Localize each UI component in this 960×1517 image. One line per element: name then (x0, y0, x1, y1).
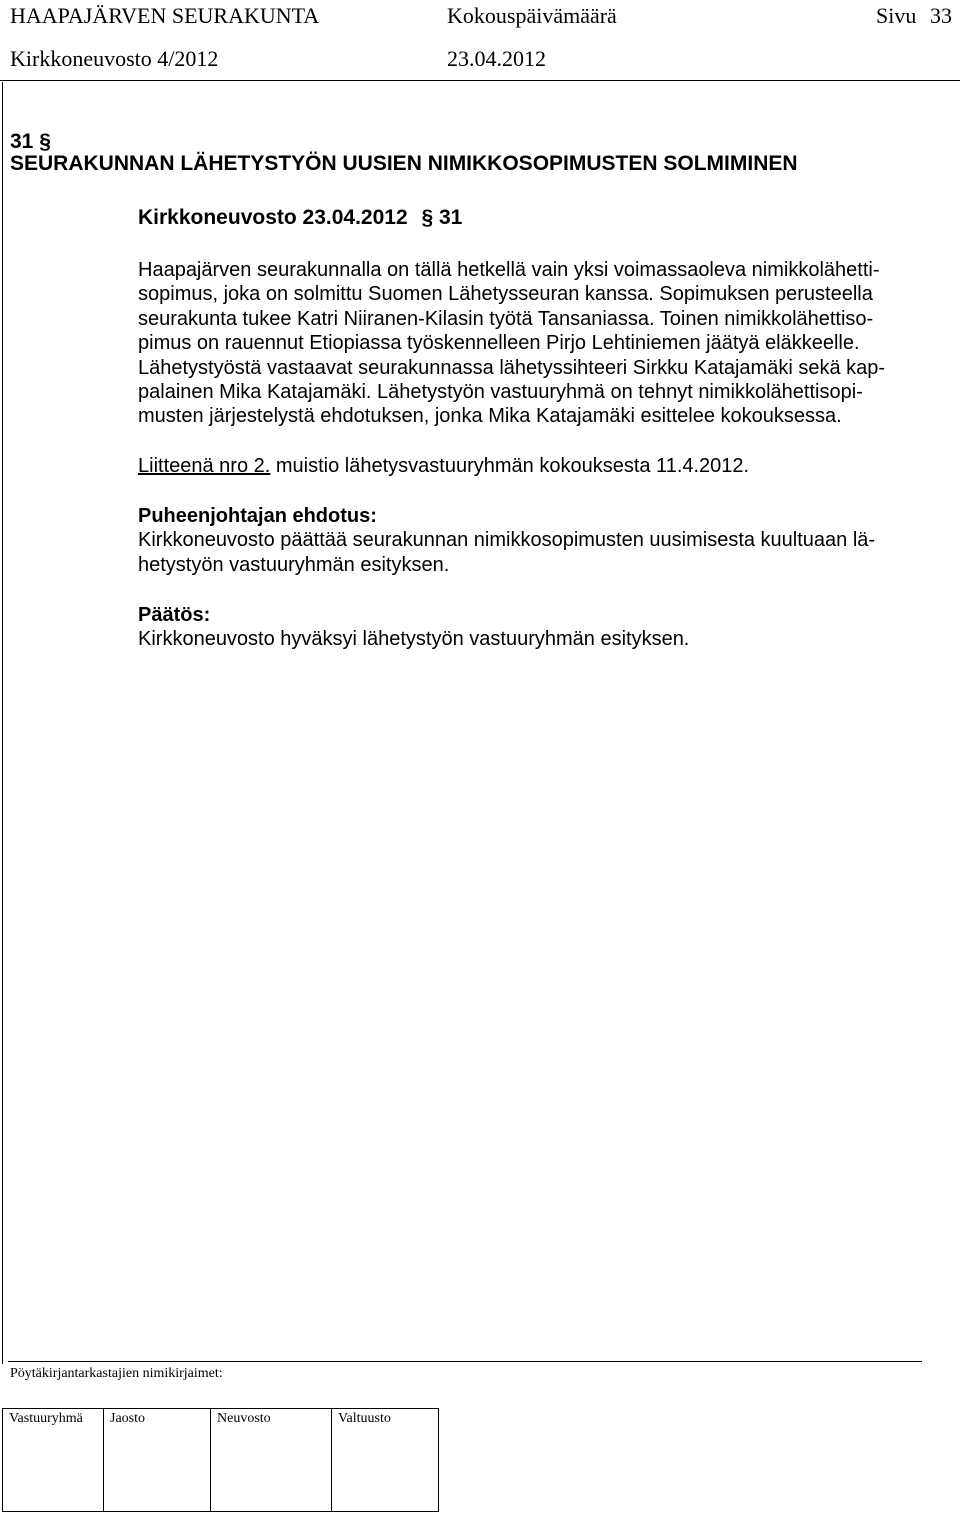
header-rule (0, 80, 960, 81)
approval-table (2, 1408, 439, 1512)
proposal-block (138, 504, 938, 577)
approval-cell-neuvosto: Neuvosto (211, 1409, 332, 1512)
attachment-link[interactable]: Liitteenä nro 2. (138, 455, 271, 477)
approval-cell-jaosto: Jaosto (104, 1409, 211, 1512)
section-sign: § (39, 130, 51, 153)
attachment-line (138, 454, 938, 478)
section-title: SEURAKUNNAN LÄHETYSTYÖN UUSIEN NIMIKKOSOPIMUSTEN SOLMIMINEN (10, 152, 798, 175)
body-paragraph (138, 258, 938, 429)
body-line: sopimus, joka on solmittu Suomen Lähetysseuran kanssa. Sopimuksen perusteella (138, 283, 873, 306)
meeting-date-label: Kokouspäivämäärä (447, 3, 617, 28)
signature-rule (8, 1361, 922, 1362)
proposal-heading: Puheenjohtajan ehdotus: (138, 505, 377, 527)
proposal-line: Kirkkoneuvosto päättää seurakunnan nimikkosopimusten uusimisesta kuultuaan lä- (138, 529, 876, 552)
proposal-line: hetystyön vastuuryhmän esityksen. (138, 553, 450, 576)
body-name: Kirkkoneuvosto 4/2012 (10, 46, 219, 71)
body-line: palainen Mika Katajamäki. Lähetystyön vastuuryhmä on tehnyt nimikkolähettisopi- (138, 381, 863, 404)
decision-block (138, 603, 938, 652)
meeting-reference: Kirkkoneuvosto 23.04.2012 § 31 (138, 206, 463, 229)
approval-cell-vastuuryhma: Vastuuryhmä (3, 1409, 104, 1512)
page-label: Sivu (876, 3, 917, 28)
body-line: Lähetystyöstä vastaavat seurakunnassa lähetyssihteeri Sirkku Katajamäki sekä kap- (138, 356, 886, 379)
body-line: musten järjestelystä ehdotuksen, jonka Mika Katajamäki esittelee kokouksessa. (138, 405, 842, 428)
left-margin-line (2, 82, 3, 1364)
approval-cell-valtuusto: Valtuusto (332, 1409, 439, 1512)
section-number: 31 § (10, 130, 51, 153)
meeting-date: 23.04.2012 (447, 46, 546, 71)
body-line: Haapajärven seurakunnalla on tällä hetkellä vain yksi voimassaoleva nimikkolähetti- (138, 259, 880, 281)
attachment-text: muistio lähetysvastuuryhmän kokouksesta 11.4.2012. (270, 455, 750, 477)
signature-label: Pöytäkirjantarkastajien nimikirjaimet: (10, 1366, 223, 1381)
body-line: seurakunta tukee Katri Niiranen-Kilasin työtä Tansaniassa. Toinen nimikkolähettiso- (138, 307, 874, 330)
decision-heading: Päätös: (138, 604, 211, 626)
body-line: pimus on rauennut Etiopiassa työskennelleen Pirjo Lehtiniemen jäätyä eläkkeelle. (138, 332, 860, 355)
org-name: HAAPAJÄRVEN SEURAKUNTA (10, 3, 320, 28)
decision-text: Kirkkoneuvosto hyväksyi lähetystyön vastuuryhmän esityksen. (138, 628, 690, 651)
page-number: 33 (930, 3, 952, 28)
